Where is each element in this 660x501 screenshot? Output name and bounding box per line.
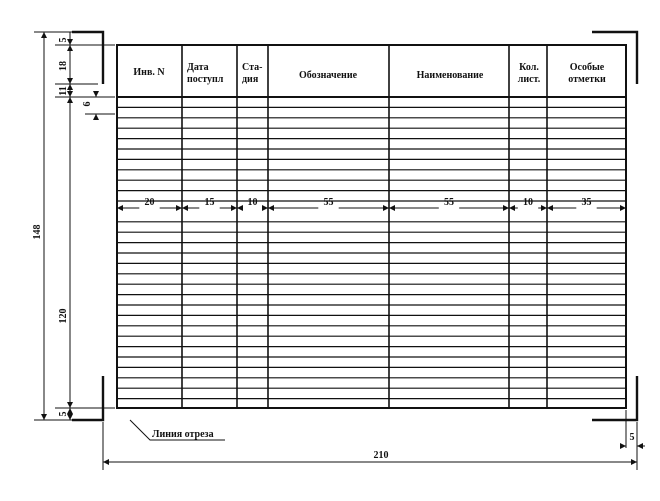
header-inv-no: Инв. N — [133, 67, 165, 78]
column-lines — [182, 45, 547, 408]
header-date-line2: поступл — [187, 74, 224, 85]
corner-mark-bottom-left — [72, 376, 103, 420]
register-table — [117, 45, 626, 408]
header-sheets-line2: лист. — [517, 74, 541, 85]
dim-label-6: 6 — [82, 101, 93, 107]
dim-label-top-5: 5 — [58, 37, 69, 43]
dim-label-11: 11 — [58, 86, 69, 96]
corner-marks — [72, 32, 637, 420]
cut-line-callout — [130, 420, 225, 440]
table-header — [133, 62, 606, 85]
bottom-dimension-labels — [374, 432, 635, 461]
left-dimension-labels — [32, 38, 93, 417]
header-designation: Обозначение — [298, 70, 358, 81]
width-dim-label: 15 — [204, 197, 215, 208]
header-stage-line1: Ста- — [242, 62, 263, 73]
column-width-dimensions — [117, 197, 626, 208]
header-stage-line2: дия — [242, 74, 259, 85]
width-dim-label: 35 — [581, 197, 592, 208]
header-notes-line2: отметки — [568, 74, 606, 85]
width-dim-label: 10 — [523, 197, 533, 208]
cut-line-label: Линия отреза — [152, 429, 214, 440]
dim-label-18: 18 — [58, 61, 69, 71]
header-name: Наименование — [416, 70, 484, 81]
left-dimensions — [34, 32, 115, 420]
width-dim-label: 20 — [144, 197, 155, 208]
table-outline — [117, 45, 626, 408]
dim-label-right-5: 5 — [629, 432, 635, 443]
dim-label-148: 148 — [32, 224, 43, 240]
header-date-line1: Дата — [187, 62, 209, 73]
dim-label-210: 210 — [373, 450, 389, 461]
corner-mark-top-left — [72, 32, 103, 84]
header-notes-line1: Особые — [569, 62, 605, 73]
width-dim-label: 55 — [323, 197, 334, 208]
dim-label-bottom-5: 5 — [58, 411, 69, 417]
row-lines — [117, 107, 626, 398]
dim-label-120: 120 — [58, 308, 69, 324]
header-sheets-line1: Кол. — [519, 62, 539, 73]
width-dim-label: 10 — [247, 197, 258, 208]
width-dim-label: 55 — [444, 197, 454, 208]
